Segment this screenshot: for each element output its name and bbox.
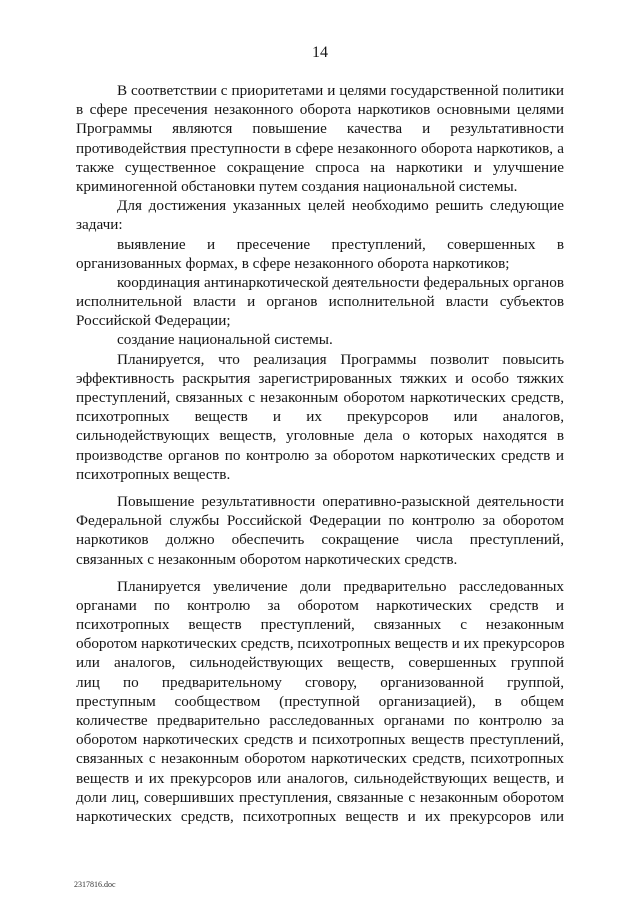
text-line: сильнодействующих веществ, уголовные дела о которых находятся в	[76, 427, 564, 445]
text-line: Планируется, что реализация Программы позволит повысить	[117, 350, 564, 368]
text-line: организованных формах, в сфере незаконного оборота наркотиков;	[76, 254, 510, 272]
text-line: преступным сообществом (преступной организацией), в общем	[76, 692, 564, 710]
text-line: Повышение результативности оперативно-разыскной деятельности	[117, 492, 564, 510]
paragraph	[76, 273, 564, 331]
text-line: Для достижения указанных целей необходимо решить следующие	[117, 197, 564, 215]
text-line: психотропных веществ и их прекурсоров или аналогов,	[76, 408, 564, 426]
text-line: наркотиков должно обеспечить сокращение числа преступлений,	[76, 531, 564, 549]
text-line: доли лиц, совершивших преступления, связанные с незаконным оборотом	[76, 788, 564, 806]
paragraph	[76, 577, 564, 826]
footer-filename: 2317816.doc	[74, 880, 116, 889]
paragraph	[76, 235, 564, 273]
paragraph	[76, 492, 564, 569]
paragraph-spacing	[76, 569, 564, 577]
text-line: оборотом наркотических средств и психотропных веществ преступлений,	[76, 731, 564, 749]
text-line: Российской Федерации;	[76, 312, 231, 330]
text-line: эффективность раскрытия зарегистрированных тяжких и особо тяжких	[76, 369, 564, 387]
text-line: производстве органов по контролю за оборотом наркотических средств и	[76, 446, 564, 464]
paragraph	[76, 81, 564, 196]
text-line: создание национальной системы.	[117, 331, 333, 349]
text-line: психотропных веществ преступлений, связанных с незаконным	[76, 616, 564, 634]
text-line: психотропных веществ.	[76, 465, 231, 483]
text-line: количестве предварительно расследованных органами по контролю за	[76, 712, 564, 729]
text-line: или аналогов, сильнодействующих веществ, совершенных группой	[76, 654, 564, 672]
text-line: Планируется увеличение доли предварительно расследованных	[117, 577, 564, 595]
text-line: в сфере пресечения незаконного оборота наркотиков основными целями	[76, 101, 564, 119]
text-line: Программы являются повышение качества и результативности	[76, 120, 564, 138]
text-line: координация антинаркотической деятельности федеральных органов	[117, 273, 564, 291]
text-line: В соответствии с приоритетами и целями государственной политики	[117, 82, 564, 99]
text-line: исполнительной власти и органов исполнительной власти субъектов	[76, 293, 564, 311]
text-line: органами по контролю за оборотом наркотических средств и	[76, 596, 564, 614]
text-line: связанных с незаконным оборотом наркотических средств.	[76, 550, 458, 568]
text-line: противодействия преступности в сфере незаконного оборота наркотиков, а	[76, 139, 564, 157]
text-line: связанных с незаконным оборотом наркотических средств, психотропных	[76, 750, 564, 768]
text-line: Федеральной службы Российской Федерации по контролю за оборотом	[76, 512, 564, 530]
text-line: выявление и пресечение преступлений, совершенных в	[117, 235, 564, 253]
page-number: 14	[312, 44, 328, 61]
text-line: веществ и их прекурсоров или аналогов, сильнодействующих веществ, и	[76, 769, 564, 787]
text-line: лиц по предварительному сговору, организованной группой,	[76, 673, 564, 691]
text-line: оборотом наркотических средств, психотропных веществ и их прекурсоров	[76, 635, 565, 653]
paragraph	[76, 330, 564, 349]
text-line: задачи:	[76, 216, 123, 234]
text-line: преступлений, связанных с незаконным оборотом наркотических средств,	[76, 389, 564, 406]
text-line: также существенное сокращение спроса на наркотики и улучшение	[76, 158, 564, 176]
paragraph-spacing	[76, 484, 564, 492]
text-line: криминогенной обстановки путем создания национальной системы.	[76, 177, 518, 195]
paragraph	[76, 350, 564, 484]
paragraph	[76, 196, 564, 234]
document-body	[76, 81, 564, 826]
text-line: наркотических средств, психотропных веществ и их прекурсоров или	[76, 807, 564, 825]
